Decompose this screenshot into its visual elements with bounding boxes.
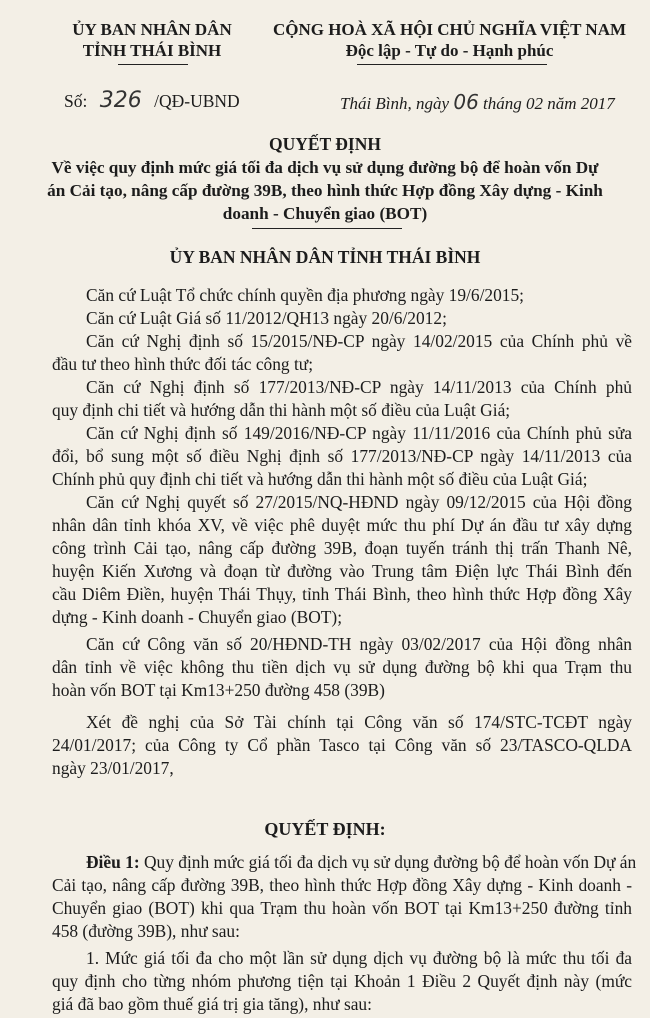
basis-line: hoàn vốn BOT tại Km13+250 đường 458 (39B) xyxy=(52,680,385,700)
article-1-line xyxy=(52,851,637,873)
article-1-text: Quy định mức giá tối đa dịch vụ sử dụng đường bộ để hoàn vốn Dự án xyxy=(143,852,637,872)
basis-line: Chính phủ quy định chi tiết và hướng dẫn thi hành một số điều của Luật Giá; xyxy=(52,469,588,489)
basis-line: Căn cứ Nghị định số 149/2016/NĐ-CP ngày 11/11/2016 của Chính phủ sửa xyxy=(86,423,632,443)
proposal-line: Xét đề nghị của Sở Tài chính tại Công văn số 174/STC-TCĐT ngày xyxy=(86,712,632,732)
number-suffix: /QĐ-UBND xyxy=(154,91,240,111)
basis-line: Căn cứ Nghị định số 15/2015/NĐ-CP ngày 14/02/2015 của Chính phủ về xyxy=(86,331,632,351)
decision-heading: QUYẾT ĐỊNH: xyxy=(264,819,386,839)
proposal-line: ngày 23/01/2017, xyxy=(52,758,174,778)
article-1-line: 458 (đường 39B), như sau: xyxy=(52,921,240,941)
national-title: CỘNG HOÀ XÃ HỘI CHỦ NGHĨA VIỆT NAM xyxy=(272,20,627,39)
basis-line: Căn cứ Nghị định số 177/2013/NĐ-CP ngày 14/11/2013 của Chính phủ xyxy=(86,377,632,397)
document-date xyxy=(340,90,615,114)
basis-line: Căn cứ Luật Giá số 11/2012/QH13 ngày 20/6/2012; xyxy=(86,308,447,328)
article-1-line: Cải tạo, nâng cấp đường 39B, theo hình thức Hợp đồng Xây dựng - Kinh doanh - xyxy=(52,875,632,895)
basis-line: đổi, bổ sung một số điều Nghị định số 177/2013/NĐ-CP ngày 14/11/2013 của xyxy=(52,446,632,466)
subject-underline xyxy=(252,228,402,229)
article-1-label: Điều 1: xyxy=(86,852,140,872)
subject-line-3: doanh - Chuyển giao (BOT) xyxy=(222,204,428,223)
issuer-line-1: ỦY BAN NHÂN DÂN xyxy=(72,20,232,39)
basis-line: đầu tư theo hình thức đối tác công tư; xyxy=(52,354,314,374)
motto-underline xyxy=(357,64,547,65)
national-motto: Độc lập - Tự do - Hạnh phúc xyxy=(345,41,554,60)
basis-line: nhân dân tỉnh khóa XV, về việc phê duyệt mức thu phí Dự án đầu tư xây dựng xyxy=(52,515,632,535)
basis-line: Căn cứ Luật Tổ chức chính quyền địa phương ngày 19/6/2015; xyxy=(86,285,525,305)
number-prefix: Số: xyxy=(64,91,88,111)
basis-line: Căn cứ Nghị quyết số 27/2015/NQ-HĐND ngày 09/12/2015 của Hội đồng xyxy=(86,492,632,512)
date-suffix: tháng 02 năm 2017 xyxy=(483,94,615,113)
issuer-underline xyxy=(118,64,188,65)
issuing-authority: ỦY BAN NHÂN DÂN TỈNH THÁI BÌNH xyxy=(169,247,481,267)
document-number xyxy=(64,88,240,113)
item-1-line: giá đã bao gồm thuế giá trị gia tăng), như sau: xyxy=(52,994,372,1014)
article-1-line: Chuyển giao (BOT) khi qua Trạm thu hoàn vốn BOT tại Km13+250 đường tỉnh xyxy=(52,898,632,918)
item-1-line: 1. Mức giá tối đa cho một lần sử dụng dịch vụ đường bộ là mức thu tối đa xyxy=(86,948,632,968)
subject-line-2: án Cải tạo, nâng cấp đường 39B, theo hình thức Hợp đồng Xây dựng - Kinh xyxy=(47,181,603,200)
basis-line: công trình Cải tạo, nâng cấp đường 39B, đoạn tuyến tránh thị trấn Thanh Nê, xyxy=(52,538,632,558)
basis-line: Căn cứ Công văn số 20/HĐND-TH ngày 03/02/2017 của Hội đồng nhân xyxy=(86,634,632,654)
basis-line: quy định chi tiết và hướng dẫn thi hành một số điều của Luật Giá; xyxy=(52,400,511,420)
basis-line: huyện Kiến Xương và đoạn từ đường vào Trung tâm Điện lực Thái Bình đến xyxy=(52,561,632,581)
proposal-line: 24/01/2017; của Công ty Cổ phần Tasco tại Công văn số 23/TASCO-QLDA xyxy=(52,735,632,755)
basis-line: cầu Diêm Điền, huyện Thái Thụy, tỉnh Thái Bình, theo hình thức Hợp đồng Xây xyxy=(52,584,632,604)
subject-line-1: Về việc quy định mức giá tối đa dịch vụ sử dụng đường bộ để hoàn vốn Dự xyxy=(51,158,599,177)
number-handwritten: 326 xyxy=(99,88,142,113)
basis-line: dân tỉnh về việc không thu tiền dịch vụ sử dụng đường bộ khi qua Trạm thu xyxy=(52,657,632,677)
issuer-line-2: TỈNH THÁI BÌNH xyxy=(82,41,222,60)
date-day-handwritten: 06 xyxy=(453,90,479,114)
document-title: QUYẾT ĐỊNH xyxy=(269,134,381,154)
item-1-line: quy định cho từng nhóm phương tiện tại Khoản 1 Điều 2 Quyết định này (mức xyxy=(52,971,632,991)
basis-line: dựng - Kinh doanh - Chuyển giao (BOT); xyxy=(52,607,343,627)
date-prefix: Thái Bình, ngày xyxy=(340,94,450,113)
